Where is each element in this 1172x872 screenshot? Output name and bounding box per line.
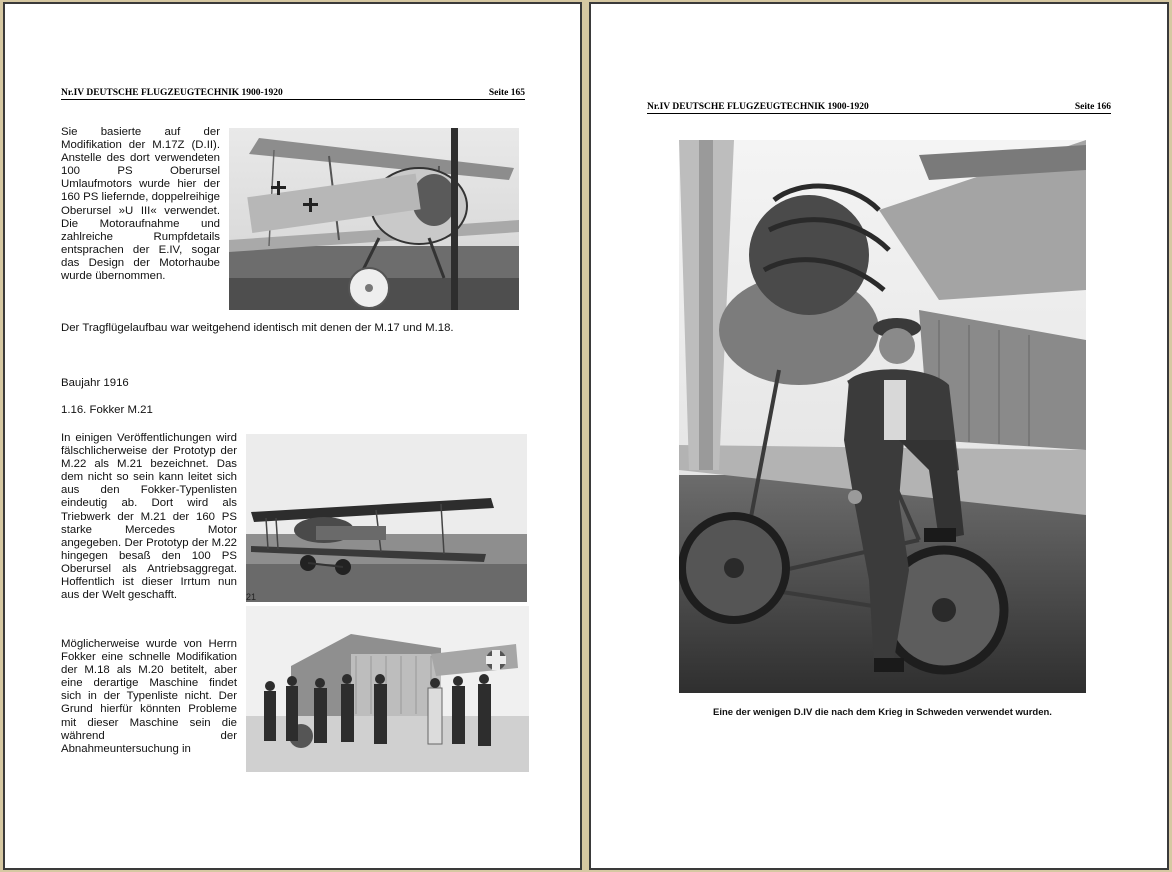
paragraph-4: Möglicherweise wurde von Herrn Fokker eine schnelle Modifikation der M.18 als M.20 betitelt, aber eine derartige Maschine findet sich in der Typenliste nicht. Der Grund hierfür könnten Probleme mit dieser Maschine sein die während der Abnahmeuntersuchung in — [61, 638, 237, 755]
page-header — [647, 102, 1111, 114]
header-title: Nr.IV DEUTSCHE FLUGZEUGTECHNIK 1900-1920 — [647, 102, 869, 112]
paragraph-2: Der Tragflügelaufbau war weitgehend identisch mit denen der M.17 und M.18. — [61, 322, 454, 334]
paragraph-1: Sie basierte auf der Modifikation der M.17Z (D.II). Anstelle des dort verwendeten 100 PS Oberursel Umlaufmotors wurde hier der 160 PS liefernde, doppelreihige Oberursel »U III« verwendet. Die Motoraufnahme und zahlreiche Rumpfdetails entsprachen der E.IV, sogar das Design der Motorhaube wurde übernommen. — [61, 126, 220, 283]
photo-caption: Eine der wenigen D.IV die nach dem Krieg in Schweden verwendet wurden. — [713, 707, 1052, 718]
header-title: Nr.IV DEUTSCHE FLUGZEUGTECHNIK 1900-1920 — [61, 88, 283, 98]
photo-fokker-m20 — [229, 128, 519, 310]
header-page-number: Seite 165 — [488, 88, 525, 98]
photo-number-mark: 21 — [246, 592, 257, 602]
page-header — [61, 88, 525, 100]
section-heading: 1.16. Fokker M.21 — [61, 404, 153, 416]
paragraph-3: In einigen Veröffentlichungen wird fälschlicherweise der Prototyp der M.22 als M.21 bezeichnet. Das dem nicht so sein kann leitet sich aus den Fokker-Typenlisten eindeutig ab. Dort wird als Triebwerk der M.21 der 160 PS starke Mercedes Motor angegeben. Der Prototyp der M.22 hingegen besaß den 100 PS Oberursel als Antriebsaggregat. Hoffentlich ist dieser Irrtum nun aus der Welt geschafft. — [61, 432, 237, 602]
photo-dIV-with-mechanic — [679, 140, 1086, 693]
photo-hangar-group — [246, 606, 529, 772]
header-page-number: Seite 166 — [1074, 102, 1111, 112]
page-left — [3, 2, 582, 870]
baujahr-label: Baujahr 1916 — [61, 377, 129, 389]
photo-fokker-m21 — [246, 434, 527, 602]
page-right — [589, 2, 1169, 870]
